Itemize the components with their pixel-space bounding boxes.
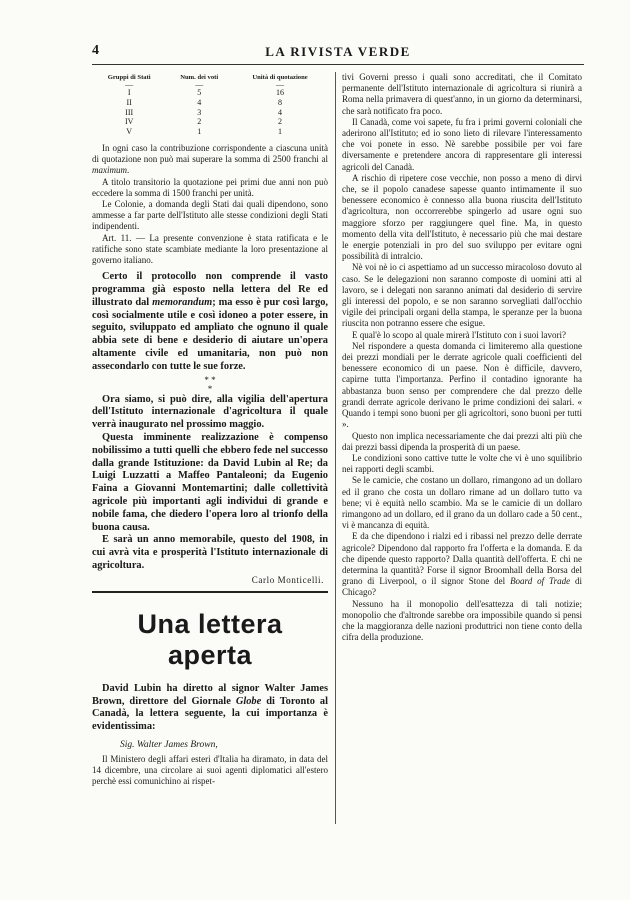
table-header: Gruppi di Stati bbox=[107, 74, 151, 81]
journal-title: LA RIVISTA VERDE bbox=[265, 44, 411, 59]
letter-salutation: Sig. Walter James Brown, bbox=[120, 739, 218, 750]
page-number: 4 bbox=[92, 43, 99, 58]
paragraph: tivi Governi presso i quali sono accreditati, che il Comitato permanente dell'Istituto internazionale di agricoltura si riunirà a Roma nella primavera di quest'anno, in un giorno da determinarsi, che sarà notificato fra poco. bbox=[342, 72, 582, 116]
author-signature: Carlo Monticelli. bbox=[251, 574, 324, 585]
bold-paragraph: Questa imminente realizzazione è compenso nobilissimo a tutti quelli che ebbero fede nel successo dalla grande Istituzione: da David Lubin al Re; da Luigi Luzzatti a Maffeo Pantaleoni; da Eugenio Faina a Giovanni Montemartini; dalle collettività agricole più importanti agli individui di grande e nobile fama, che diedero l'opera loro al trionfo della buona causa. bbox=[92, 431, 328, 533]
table-header: Num. dei voti bbox=[180, 74, 219, 81]
bold-paragraph: Ora siamo, si può dire, alla vigilia dell'apertura dell'Istituto internazionale d'agricoltura il quale verrà inaugurato nel prossimo maggio. bbox=[92, 393, 328, 431]
table-header: Unità di quotazione bbox=[252, 74, 308, 81]
paragraph: Le Colonie, a domanda degli Stati dai quali dipendono, sono ammesse a far parte dell'Istituto alle stesse condizioni degli Stati indipendenti. bbox=[92, 199, 328, 232]
paragraph: A titolo transitorio la quotazione pei primi due anni non può eccedere la somma di 1500 franchi per unità. bbox=[92, 176, 328, 198]
paragraph: Le condizioni sono cattive tutte le volte che vi è uno squilibrio nei rapporti degli scambi. bbox=[342, 452, 582, 475]
table-row: III 3 4 bbox=[125, 107, 283, 117]
paragraph: Il Canadà, come voi sapete, fu fra i primi governi coloniali che aderirono all'Istituto; ed io sono lieto di rilevare l'interessamento che voi ponete in esso. Nè sarebbe possibile per voi fare diversamente e pretendere ancora di rappresentare gli interessi agricoli del Canadà. bbox=[342, 116, 582, 172]
paragraph: Il Ministero degli affari esteri d'Italia ha diramato, in data del 14 dicembre, una circolare ai suoi agenti diplomatici all'estero perchè essi comunichino ai rispet- bbox=[92, 753, 328, 787]
bold-paragraph: Certo il protocollo non comprende il vasto programma già esposto nella lettera del Re ed illustrato dal memorandum; ma esso è pur così largo, così socialmente utile e così idoneo a poter essere, in seguito, sviluppato ed ampliato che ognuno il quale abbia sete di bene e desiderio di aiutare un'opera altamente civile ed umanitaria, non può non assecondarlo con tutte le sue forze. bbox=[92, 271, 328, 372]
article-title: Una lettera aperta bbox=[137, 608, 283, 670]
quotation-table: Gruppi di Stati Num. dei voti Unità di quotazione — — — I 5 16 II 4 8 III 3 4 IV 2 2 V 1 1 bbox=[92, 72, 328, 137]
table-row: V 1 1 bbox=[126, 127, 283, 137]
header-rule bbox=[92, 64, 584, 65]
column-divider bbox=[335, 72, 336, 824]
right-column bbox=[342, 72, 582, 643]
paragraph: E da che dipendono i rialzi ed i ribassi nel prezzo delle derrate agricole? Dipendono dal rapporto fra l'offerta e la domanda. E da che dipende questo rapporto? Dalla quantità dell'offerta. E chi ne determina la quantità? Forse il signor Broomhall della Borsa del grano di Liverpool, o il signor Stone del Board of Trade di Chicago? bbox=[342, 531, 582, 598]
bold-paragraph: E sarà un anno memorabile, questo del 1908, in cui avrà vita e prosperità l'Istituto internazionale di agricoltura. bbox=[92, 534, 328, 571]
left-column bbox=[92, 72, 328, 788]
table-row: I 5 16 bbox=[127, 88, 285, 97]
paragraph: Art. 11. — La presente convenzione è stata ratificata e le ratifiche sono state scambiate mediante la loro presentazione al governo italiano. bbox=[92, 232, 328, 266]
table-row: IV 2 2 bbox=[124, 117, 283, 127]
section-rule bbox=[92, 591, 328, 593]
paragraph: Se le camicie, che costano un dollaro, rimangono ad un dollaro ed il grano che costa un dollaro rimane ad un dollaro tutto va bene; vi è equità nello scambio. Ma se le camicie di un dollaro rimangono ad un dollaro, ed il grano da un dollaro cade a 50 cent., vi è mancanza di equità. bbox=[342, 475, 582, 531]
paragraph: Nel rispondere a questa domanda ci limiteremo alla questione dei prezzi mondiali per le derrate agricole quali coefficienti del benessere economico di un paese. Non è difficile, davvero, capirne tutta l'importanza. Perfino il contadino ignorante ha abbastanza buon senso per comprendere che dal prezzo delle grandi derrate agricole derivano le prime condizioni dei salari. « Quando i tempi sono buoni per gli agricoltori, sono buoni per tutti ». bbox=[342, 340, 582, 430]
table-row: II 4 8 bbox=[126, 97, 283, 107]
paragraph: In ogni caso la contribuzione corrispondente a ciascuna unità di quotazione non può mai superare la somma di 2500 franchi al maximum. bbox=[92, 142, 328, 176]
section-asterism: * * * bbox=[204, 374, 216, 394]
paragraph: Nessuno ha il monopolio dell'esattezza di tali notizie; monopolio che d'altronde sarebbe ora impossibile quando si pensi che la maggioranza delle nazioni produttrici non tiene conto della cifra della produzione. bbox=[342, 598, 582, 643]
paragraph: E qual'è lo scopo al quale mirerà l'Istituto con i suoi lavori? bbox=[352, 329, 566, 340]
page-header bbox=[92, 43, 584, 61]
article-intro: David Lubin ha diretto al signor Walter James Brown, direttore del Giornale Globe di Toronto al Canadà, la lettera seguente, la cui importanza è evidentissima: bbox=[92, 682, 329, 733]
paragraph: Nè voi nè io ci aspettiamo ad un successo miracoloso dovuto al caso. Se le delegazioni non saranno composte di uomini atti al lavoro, se i delegati non saranno animati dal desiderio di servire gli interessi del popolo, e se non saranno sorvegliati dall'occhio vigile dei principali organi della stampa, le speranze per la buona riuscita non potranno essere che esigue. bbox=[342, 262, 582, 329]
paragraph: Questo non implica necessariamente che dai prezzi alti più che dai prezzi bassi dipenda la prosperità di un paese. bbox=[342, 430, 582, 452]
paragraph: A rischio di ripetere cose vecchie, non posso a meno di dirvi che, se il popolo canadese sapesse quanto intimamente il suo benessere economico è connesso alla buona riuscita dell'Istituto d'agricoltura, non occorrerebbe spingerlo ad usare ogni suo maggiore sforzo per raggiungere quel fine. Ma, in questo momento della vita dell'Istituto, è necessario più che mai destare le energie potenziali in pro del suo sviluppo per evitare ogni possibilità di intralcio. bbox=[342, 172, 582, 262]
